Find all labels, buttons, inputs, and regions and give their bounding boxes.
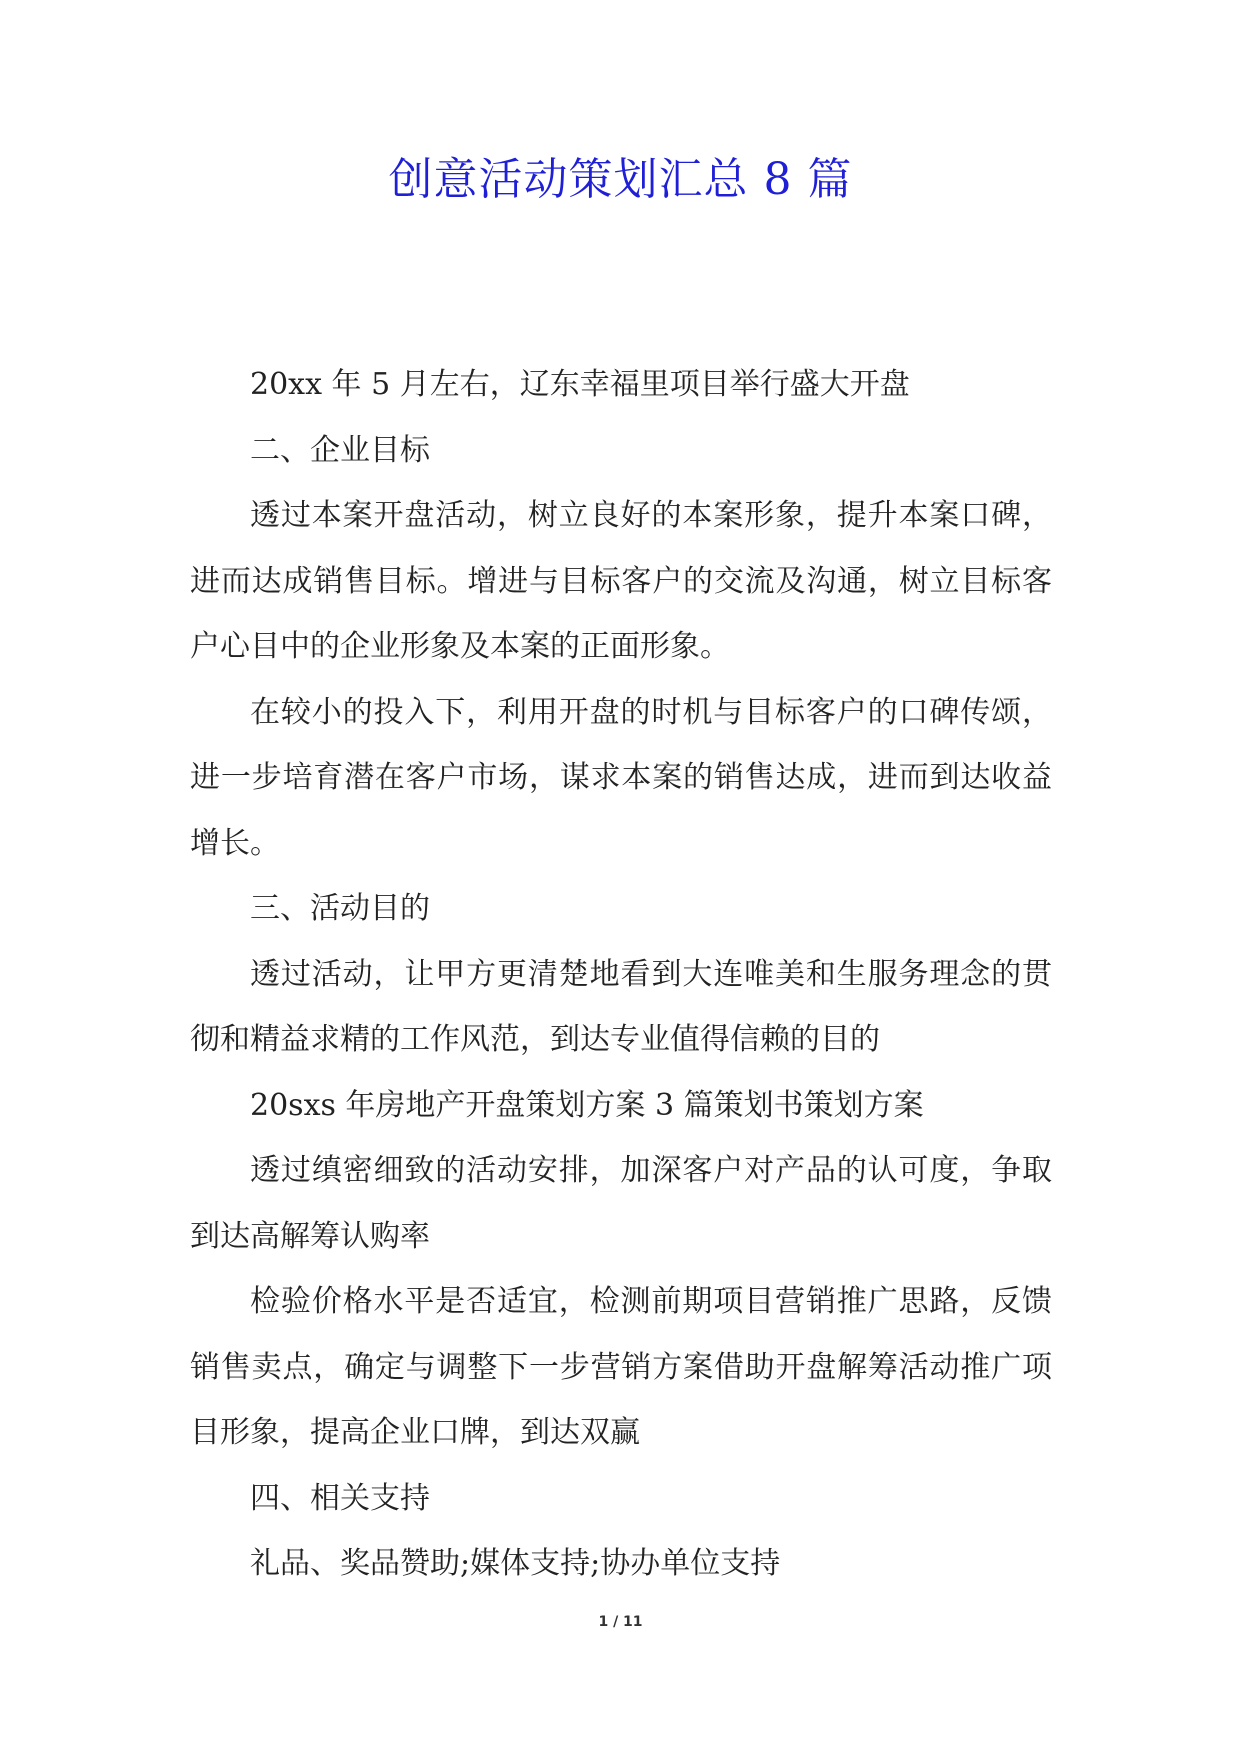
paragraph: 透过缜密细致的活动安排，加深客户对产品的认可度，争取到达高解筹认购率 bbox=[190, 1153, 1052, 1254]
paragraph: 检验价格水平是否适宜，检测前期项目营销推广思路，反馈销售卖点，确定与调整下一步营销方案借助开盘解筹活动推广项目形象，提高企业口牌，到达双赢 bbox=[190, 1284, 1052, 1450]
document-body bbox=[190, 352, 1052, 1597]
section-heading: 三、活动目的 bbox=[250, 891, 430, 926]
paragraph: 在较小的投入下，利用开盘的时机与目标客户的口碑传颂，进一步培育潜在客户市场，谋求本案的销售达成，进而到达收益增长。 bbox=[190, 694, 1052, 861]
section-heading: 四、相关支持 bbox=[250, 1480, 430, 1516]
paragraph: 透过活动，让甲方更清楚地看到大连唯美和生服务理念的贯彻和精益求精的工作风范，到达专业值得信赖的目的 bbox=[190, 956, 1052, 1057]
paragraph: 20sxs 年房地产开盘策划方案 3 篇策划书策划方案 bbox=[250, 1087, 924, 1123]
paragraph: 透过本案开盘活动，树立良好的本案形象，提升本案口碑，进而达成销售目标。增进与目标客户的交流及沟通，树立目标客户心目中的企业形象及本案的正面形象。 bbox=[190, 498, 1052, 664]
page-number: 1 / 11 bbox=[598, 1614, 643, 1630]
paragraph: 20xx 年 5 月左右，辽东幸福里项目举行盛大开盘 bbox=[250, 367, 910, 402]
document-title: 创意活动策划汇总 8 篇 bbox=[388, 154, 853, 205]
section-heading: 二、企业目标 bbox=[250, 432, 430, 468]
paragraph: 礼品、奖品赞助;媒体支持;协办单位支持 bbox=[250, 1546, 781, 1581]
